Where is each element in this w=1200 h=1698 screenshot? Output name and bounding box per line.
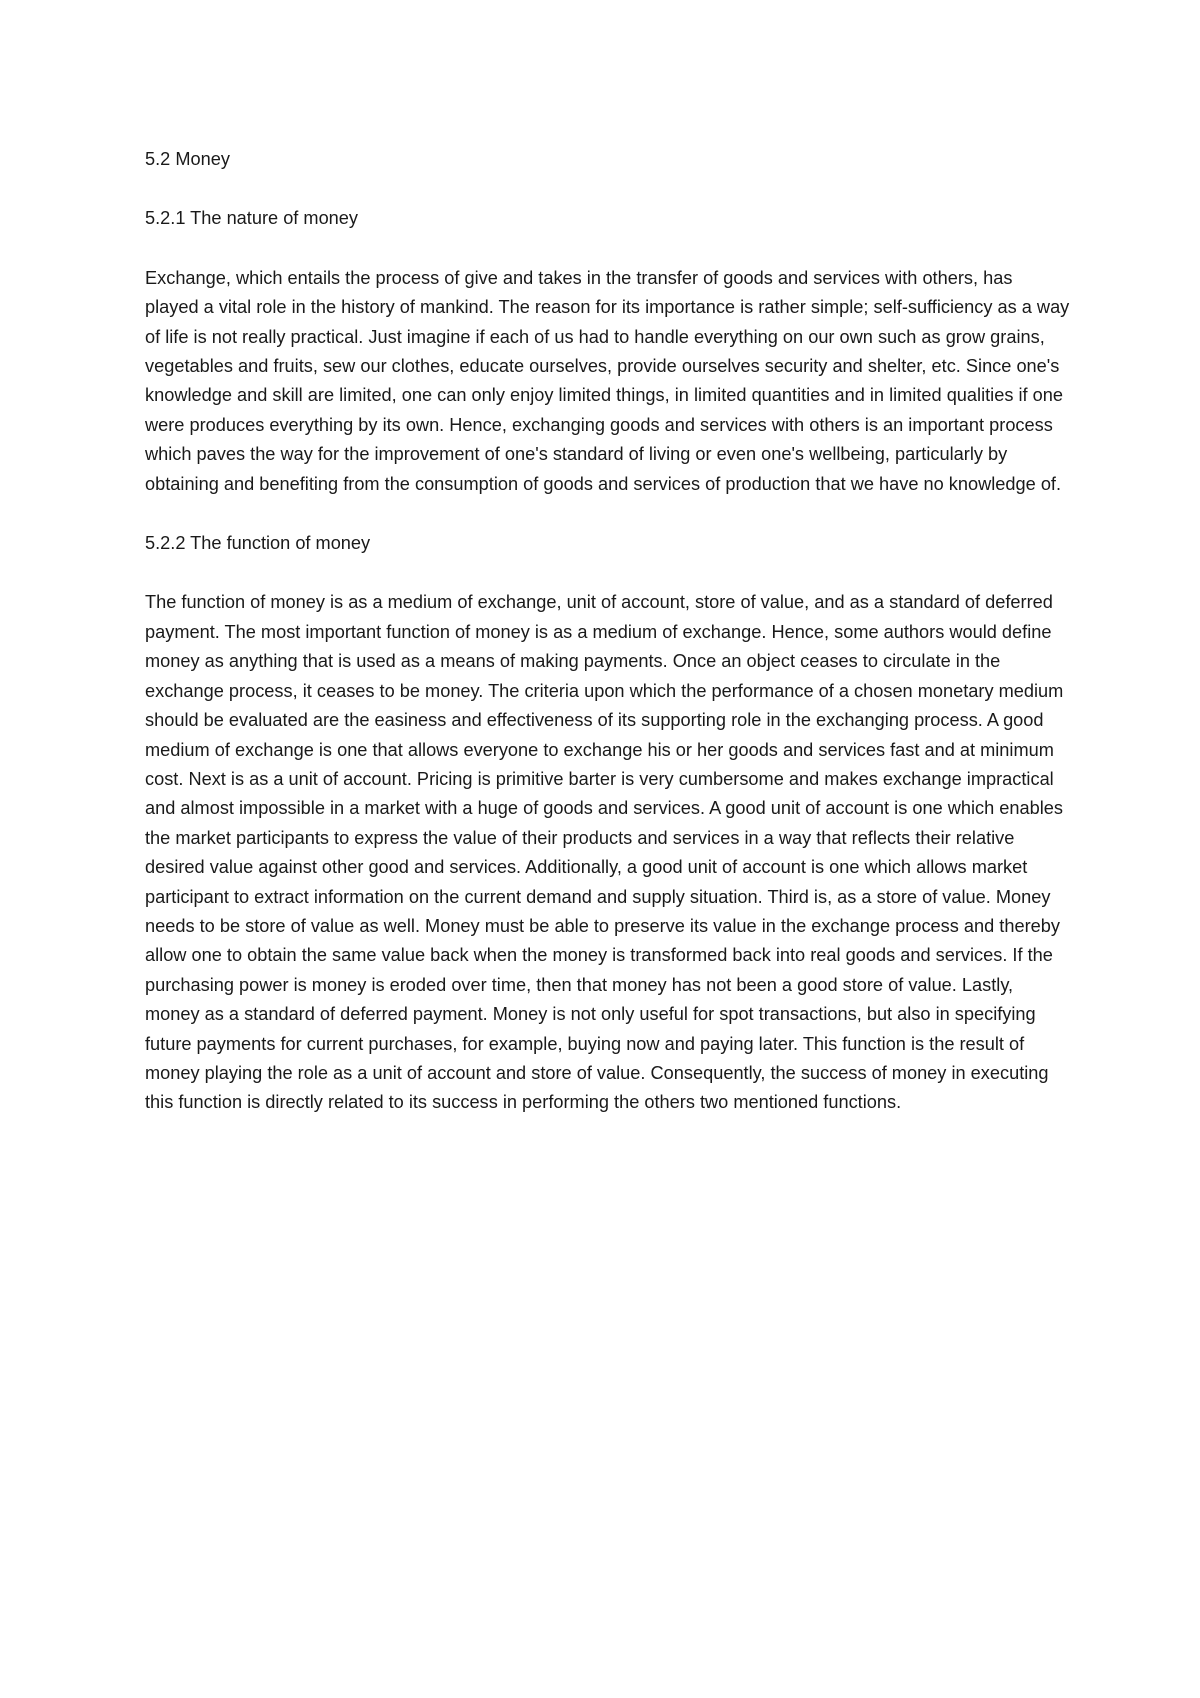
subsection-title-nature: 5.2.1 The nature of money [145, 208, 359, 229]
subsection-title-function: 5.2.2 The function of money [145, 533, 371, 554]
section-title: 5.2 Money [145, 149, 230, 169]
paragraph-nature-of-money: Exchange, which entails the process of give and takes in the transfer of goods and services with others, has played a vital role in the history of mankind. The reason for its importance is rather simple; self-sufficiency as a way of life is not really practical. Just imagine if each of us had to handle everything on our own such as grow grains, vegetables and fruits, sew our clothes, educate ourselves, provide ourselves security and shelter, etc. Since one's knowledge and skill are limited, one can only enjoy limited things, in limited quantities and in limited qualities if one were produces everything by its own. Hence, exchanging goods and services with others is an important process which paves the way for the improvement of one's standard of living or even one's wellbeing, particularly by obtaining and benefiting from the consumption of goods and services of production that we have no knowledge of. [145, 267, 1070, 494]
paragraph-function-of-money: The function of money is as a medium of exchange, unit of account, store of value, and as a standard of deferred payment. The most important function of money is as a medium of exchange. Hence, some authors would define money as anything that is used as a means of making payments. Once an object ceases to circulate in the exchange process, it ceases to be money. The criteria upon which the performance of a chosen monetary medium should be evaluated are the easiness and effectiveness of its supporting role in the exchanging process. A good medium of exchange is one that allows everyone to exchange his or her goods and services fast and at minimum cost. Next is as a unit of account. Pricing is primitive barter is very cumbersome and makes exchange impractical and almost impossible in a market with a huge of goods and services. A good unit of account is one which enables the market participants to express the value of their products and services in a way that reflects their relative desired value against other good and services. Additionally, a good unit of account is one which allows market participant to extract information on the current demand and supply situation. Third is, as a store of value. Money needs to be store of value as well. Money must be able to preserve its value in the exchange process and thereby allow one to obtain the same value back when the money is transformed back into real goods and services. If the purchasing power is money is eroded over time, then that money has not been a good store of value. Lastly, money as a standard of deferred payment. Money is not only useful for spot transactions, but also in specifying future payments for current purchases, for example, buying now and paying later. This function is the result of money playing the role as a unit of account and store of value. Consequently, the success of money in executing this function is directly related to its success in performing the others two mentioned functions. [145, 592, 1064, 1113]
document-page [145, 145, 1070, 1148]
